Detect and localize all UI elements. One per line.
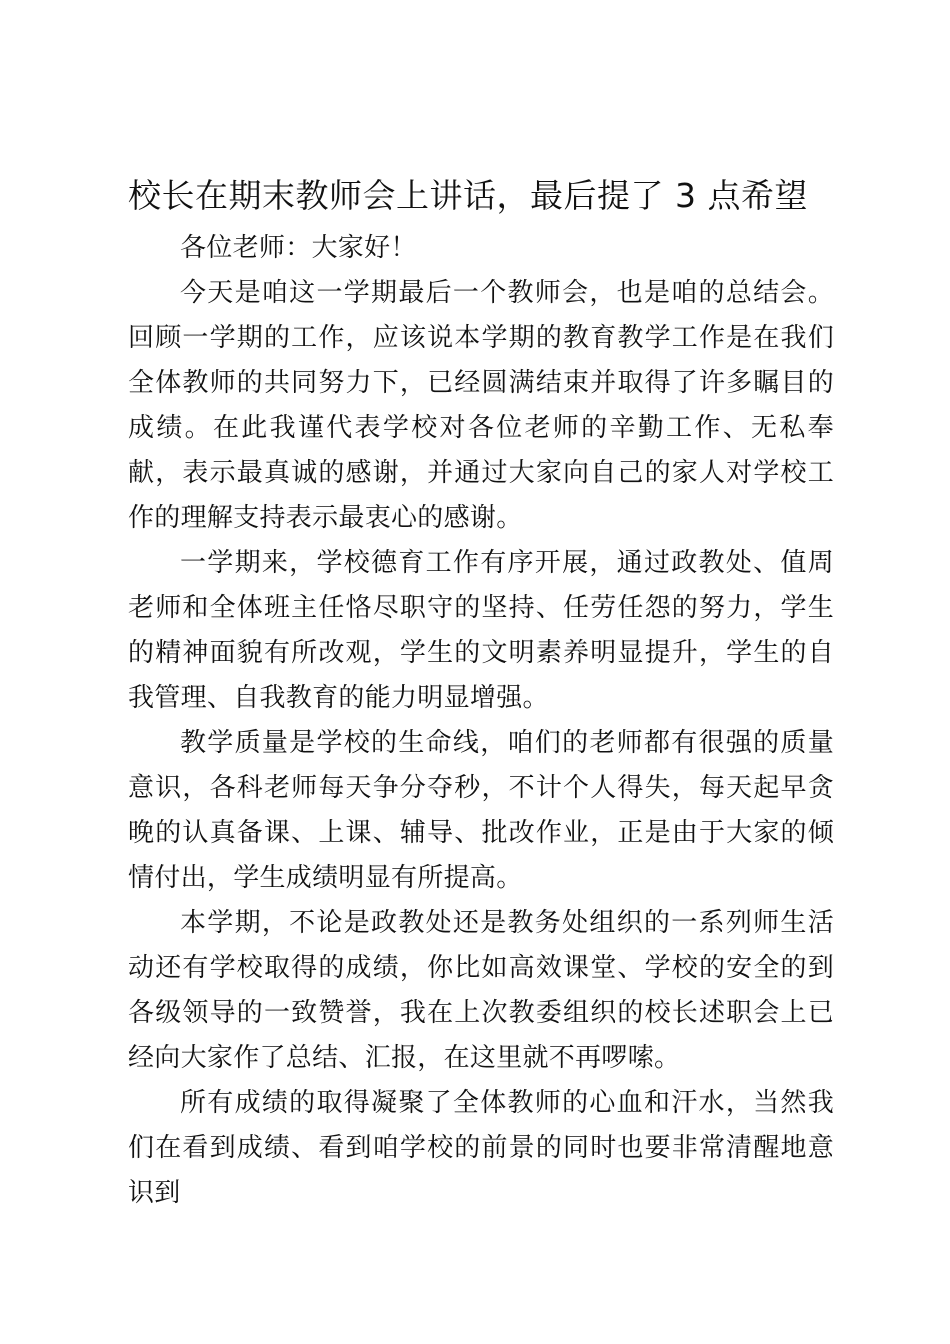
paragraph-greeting: 各位老师：大家好！ (180, 233, 417, 263)
paragraph-opening: 今天是咱这一学期最后一个教师会，也是咱的总结会。回顾一学期的工作，应该说本学期的教育教学工作是在我们全体教师的共同努力下，已经圆满结束并取得了许多瞩目的成绩。在此我谨代表学校对各位老师的辛勤工作、无私奉献，表示最真诚的感谢，并通过大家向自己的家人对学校工作的理解支持表示最衷心的感谢。 (128, 278, 834, 533)
paragraph-achievements: 所有成绩的取得凝聚了全体教师的心血和汗水，当然我们在看到成绩、看到咱学校的前景的同时也要非常清醒地意识到 (128, 1088, 834, 1208)
document-body (128, 226, 834, 1216)
document-title: 校长在期末教师会上讲话，最后提了 3 点希望 (128, 176, 808, 215)
paragraph-teaching-quality: 教学质量是学校的生命线，咱们的老师都有很强的质量意识，各科老师每天争分夺秒，不计个人得失，每天起早贪晚的认真备课、上课、辅导、批改作业，正是由于大家的倾情付出，学生成绩明显有所提高。 (128, 728, 834, 893)
paragraph-semester-activities: 本学期，不论是政教处还是教务处组织的一系列师生活动还有学校取得的成绩，你比如高效课堂、学校的安全的到各级领导的一致赞誉，我在上次教委组织的校长述职会上已经向大家作了总结、汇报，在这里就不再啰嗦。 (128, 908, 834, 1073)
paragraph-moral-education: 一学期来，学校德育工作有序开展，通过政教处、值周老师和全体班主任恪尽职守的坚持、任劳任怨的努力，学生的精神面貌有所改观，学生的文明素养明显提升，学生的自我管理、自我教育的能力明显增强。 (128, 548, 834, 713)
